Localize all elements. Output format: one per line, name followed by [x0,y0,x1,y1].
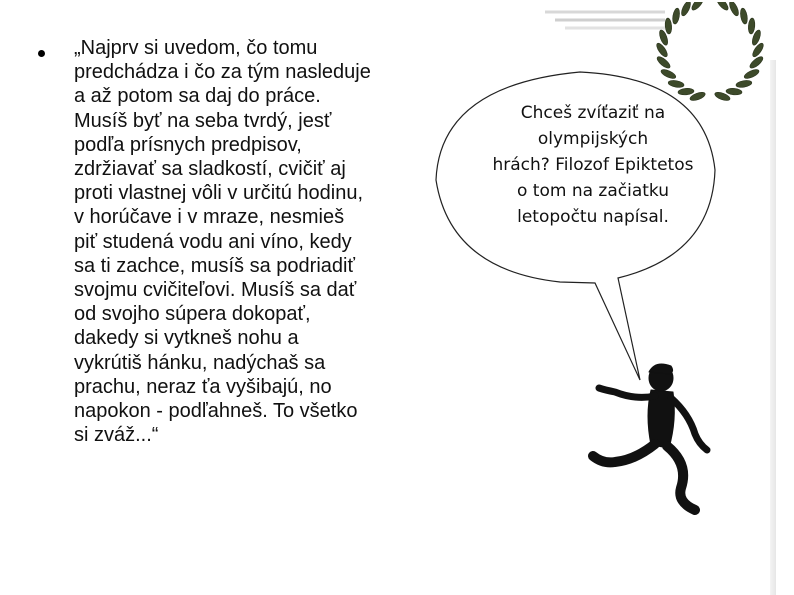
bubble-text: Chceš zvíťaziť na olympijských hrách? Filozof Epiktetos o tom na začiatku letopočtu napísal. [492,103,694,227]
quote-text: „Najprv si uvedom, čo tomu predchádza i čo za tým nasleduje a až potom sa daj do práce. Musíš byť na seba tvrdý, jesť podľa prísnych predpisov, zdržiavať sa sladkostí, cvičiť aj proti vlastnej vôli v určitú hodinu, v horúčave i v mraze, nesmieš piť studená vodu ani víno, kedy sa ti zachce, musíš sa podriadiť svojmu cvičiteľovi. Musíš sa dať od svojho súpera dokopať, dakedy si vytkneš nohu a vykrútiš hánku, nadýchaš sa prachu, neraz ťa vyšibajú, no napokon - podľahneš. To všetko si zváž...“ [74,37,371,447]
bullet-list [30,36,430,447]
list-item [30,36,430,447]
bullet-point-icon [38,50,45,57]
ancient-greek-runner-icon [585,360,715,520]
